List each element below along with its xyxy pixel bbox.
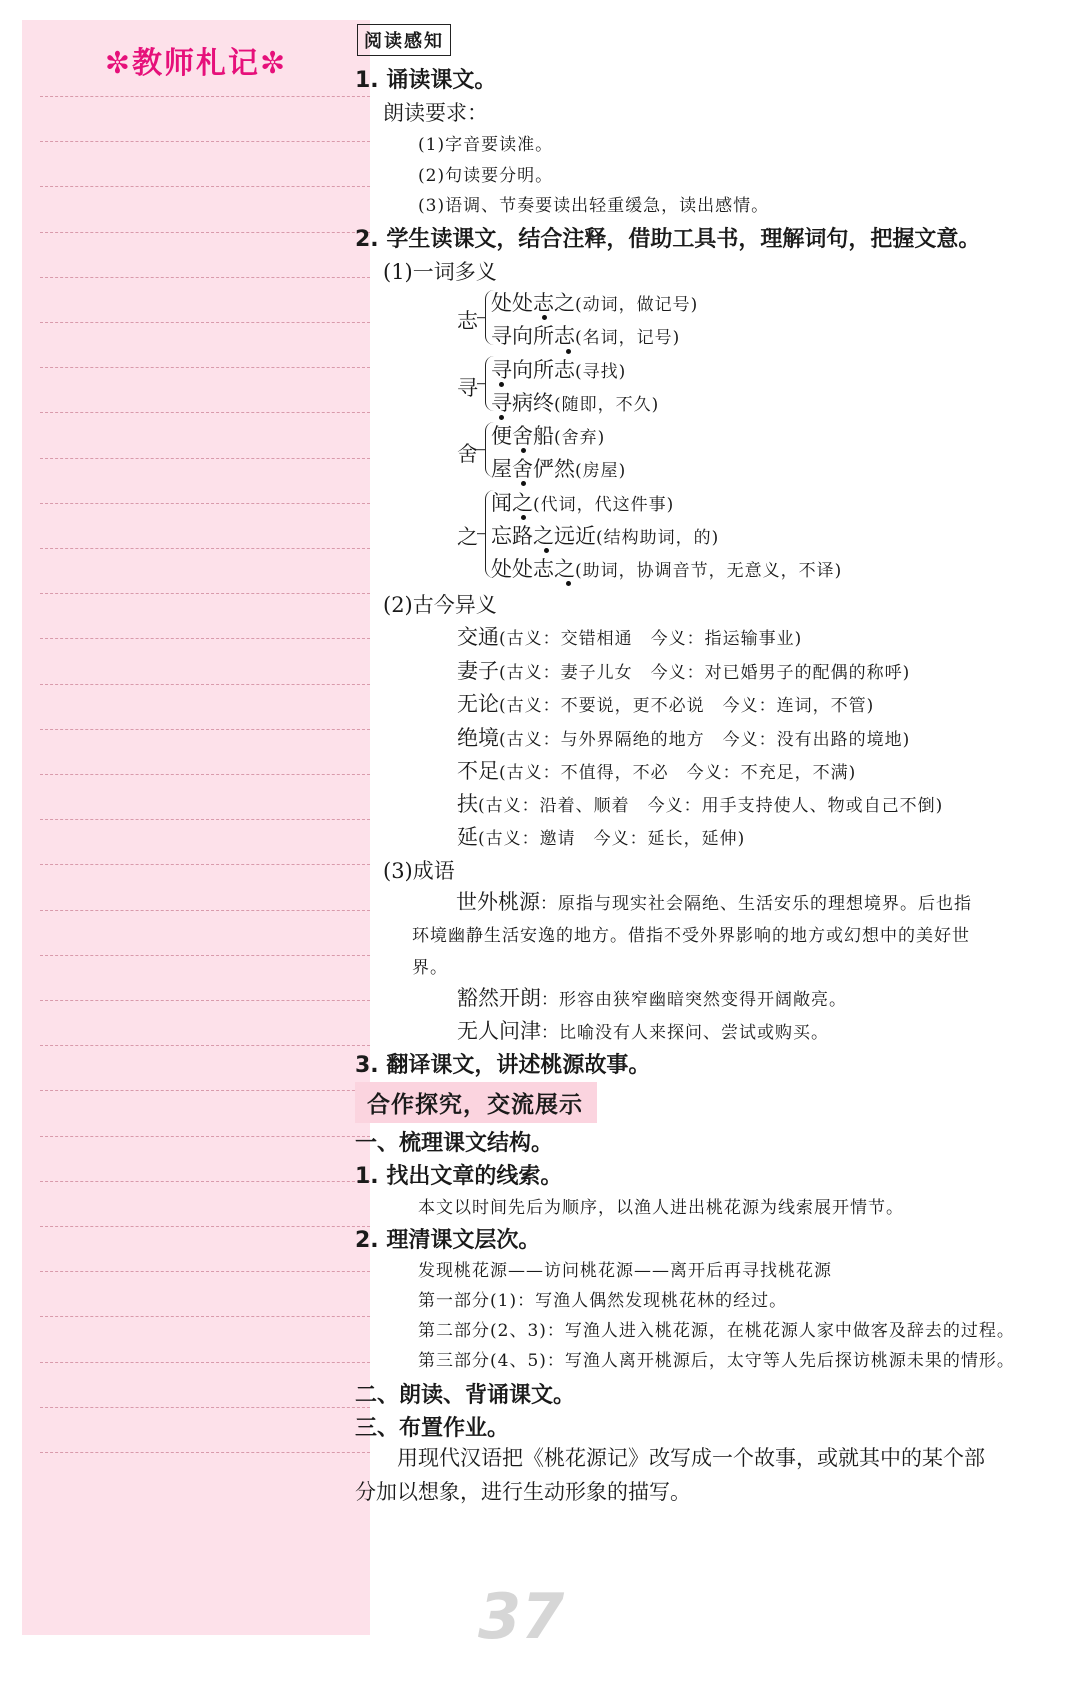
note-line (40, 1316, 370, 1317)
reading-requirement-title: 朗读要求： (383, 101, 488, 125)
poly-entry: 处处志之(助词，协调音节，无意义，不译) (491, 557, 843, 581)
section-label: 阅读感知 (357, 24, 451, 56)
gujin-row: 无论(古义：不要说，更不必说 今义：连词，不管) (457, 692, 875, 716)
note-line (40, 232, 370, 233)
item2-heading: 2. 学生读课文，结合注释，借助工具书，理解词句，把握文意。 (355, 227, 981, 252)
note-line (40, 819, 370, 820)
gujin-row: 延(古义：邀请 今义：延长，延伸) (457, 825, 746, 849)
note-line (40, 910, 370, 911)
note-line (40, 503, 370, 504)
note-line (40, 684, 370, 685)
poly-char-she: 舍 (457, 442, 478, 466)
note-line (40, 141, 370, 142)
requirement-1: (1)字音要读准。 (418, 135, 554, 155)
structure-line: 第一部分(1)：写渔人偶然发现桃花林的经过。 (418, 1291, 788, 1311)
poly-entry: 忘路之远近(结构助词，的) (491, 524, 720, 548)
note-line (40, 1000, 370, 1001)
poly-entry: 寻向所志(名词，记号) (491, 324, 681, 348)
emphasis-dot (499, 382, 504, 387)
note-line (40, 96, 370, 97)
emphasis-dot (521, 481, 526, 486)
requirement-3: (3)语调、节奏要读出轻重缓急，读出感情。 (418, 196, 770, 216)
note-line (40, 367, 370, 368)
structure-line: 第三部分(4、5)：写渔人离开桃源后，太守等人先后探访桃源未果的情形。 (418, 1351, 1015, 1371)
poly-entry: 便舍船(舍弃) (491, 424, 606, 448)
gujin-row: 交通(古义：交错相通 今义：指运输事业) (457, 625, 803, 649)
idiom-title: (3)成语 (383, 859, 455, 883)
poly-entry: 寻病终(随即，不久) (491, 391, 660, 415)
note-line (40, 322, 370, 323)
emphasis-dot (521, 515, 526, 520)
teacher-notes-sidebar (22, 20, 370, 1635)
emphasis-dot (542, 315, 547, 320)
item3-heading: 3. 翻译课文，讲述桃源故事。 (355, 1053, 651, 1078)
note-line (40, 458, 370, 459)
poly-char-zhi2: 之 (457, 525, 478, 549)
part1-heading: 一、梳理课文结构。 (355, 1131, 554, 1156)
note-line (40, 774, 370, 775)
note-line (40, 1271, 370, 1272)
poly-char-xun: 寻 (457, 376, 478, 400)
part1-a1: 本文以时间先后为顺序，以渔人进出桃花源为线索展开情节。 (418, 1198, 904, 1218)
emphasis-dot (521, 448, 526, 453)
idiom-row: 无人问津：比喻没有人来探问、尝试或购买。 (457, 1019, 829, 1043)
idiom-row: 豁然开朗：形容由狭窄幽暗突然变得开阔敞亮。 (457, 986, 847, 1010)
idiom-row: 世外桃源：原指与现实社会隔绝、生活安乐的理想境界。后也指环境幽静生活安逸的地方。借指不受外界影响的地方或幻想中的美好世界。 (412, 890, 972, 978)
poly-entry: 寻向所志(寻找) (491, 358, 627, 382)
poly-entry: 屋舍俨然(房屋) (491, 457, 627, 481)
poly-entry: 处处志之(动词，做记号) (491, 291, 699, 315)
gujin-title: (2)古今异义 (383, 593, 497, 617)
part1-q2: 2. 理清课文层次。 (355, 1228, 541, 1253)
note-line (40, 593, 370, 594)
part3-heading: 三、布置作业。 (355, 1416, 510, 1441)
note-line (40, 1362, 370, 1363)
gujin-row: 绝境(古义：与外界隔绝的地方 今义：没有出路的境地) (457, 726, 911, 750)
emphasis-dot (544, 548, 549, 553)
poly-char-zhi: 志 (457, 309, 478, 333)
note-line (40, 1136, 370, 1137)
gujin-row: 不足(古义：不值得，不必 今义：不充足，不满) (457, 759, 857, 783)
note-line (40, 277, 370, 278)
note-line (40, 864, 370, 865)
note-line (40, 638, 370, 639)
page-number: 37 (478, 1580, 565, 1653)
note-line (40, 186, 370, 187)
section-banner: 合作探究，交流展示 (355, 1082, 597, 1123)
part1-q1: 1. 找出文章的线索。 (355, 1164, 563, 1189)
poly-entry: 闻之(代词，代这件事) (491, 491, 675, 515)
part2-heading: 二、朗读、背诵课文。 (355, 1383, 576, 1408)
note-line (40, 1090, 370, 1091)
homework-text: 用现代汉语把《桃花源记》改写成一个故事，或就其中的某个部分加以想象，进行生动形象的描写。 (355, 1446, 985, 1504)
structure-line: 发现桃花源——访问桃花源——离开后再寻找桃花源 (418, 1261, 832, 1281)
note-line (40, 729, 370, 730)
sidebar-title: ✼教师札记✼ (104, 46, 288, 81)
polysemy-title: (1)一词多义 (383, 260, 497, 284)
requirement-2: (2)句读要分明。 (418, 166, 554, 186)
note-line (40, 1226, 370, 1227)
note-line (40, 412, 370, 413)
note-line (40, 1045, 370, 1046)
gujin-row: 妻子(古义：妻子儿女 今义：对已婚男子的配偶的称呼) (457, 659, 911, 683)
note-line (40, 955, 370, 956)
emphasis-dot (566, 581, 571, 586)
note-line (40, 548, 370, 549)
structure-line: 第二部分(2、3)：写渔人进入桃花源，在桃花源人家中做客及辞去的过程。 (418, 1321, 1015, 1341)
note-line (40, 1452, 370, 1453)
item1-heading: 1. 诵读课文。 (355, 68, 497, 93)
gujin-row: 扶(古义：沿着、顺着 今义：用手支持使人、物或自己不倒) (457, 792, 944, 816)
note-line (40, 1181, 370, 1182)
note-line (40, 1407, 370, 1408)
